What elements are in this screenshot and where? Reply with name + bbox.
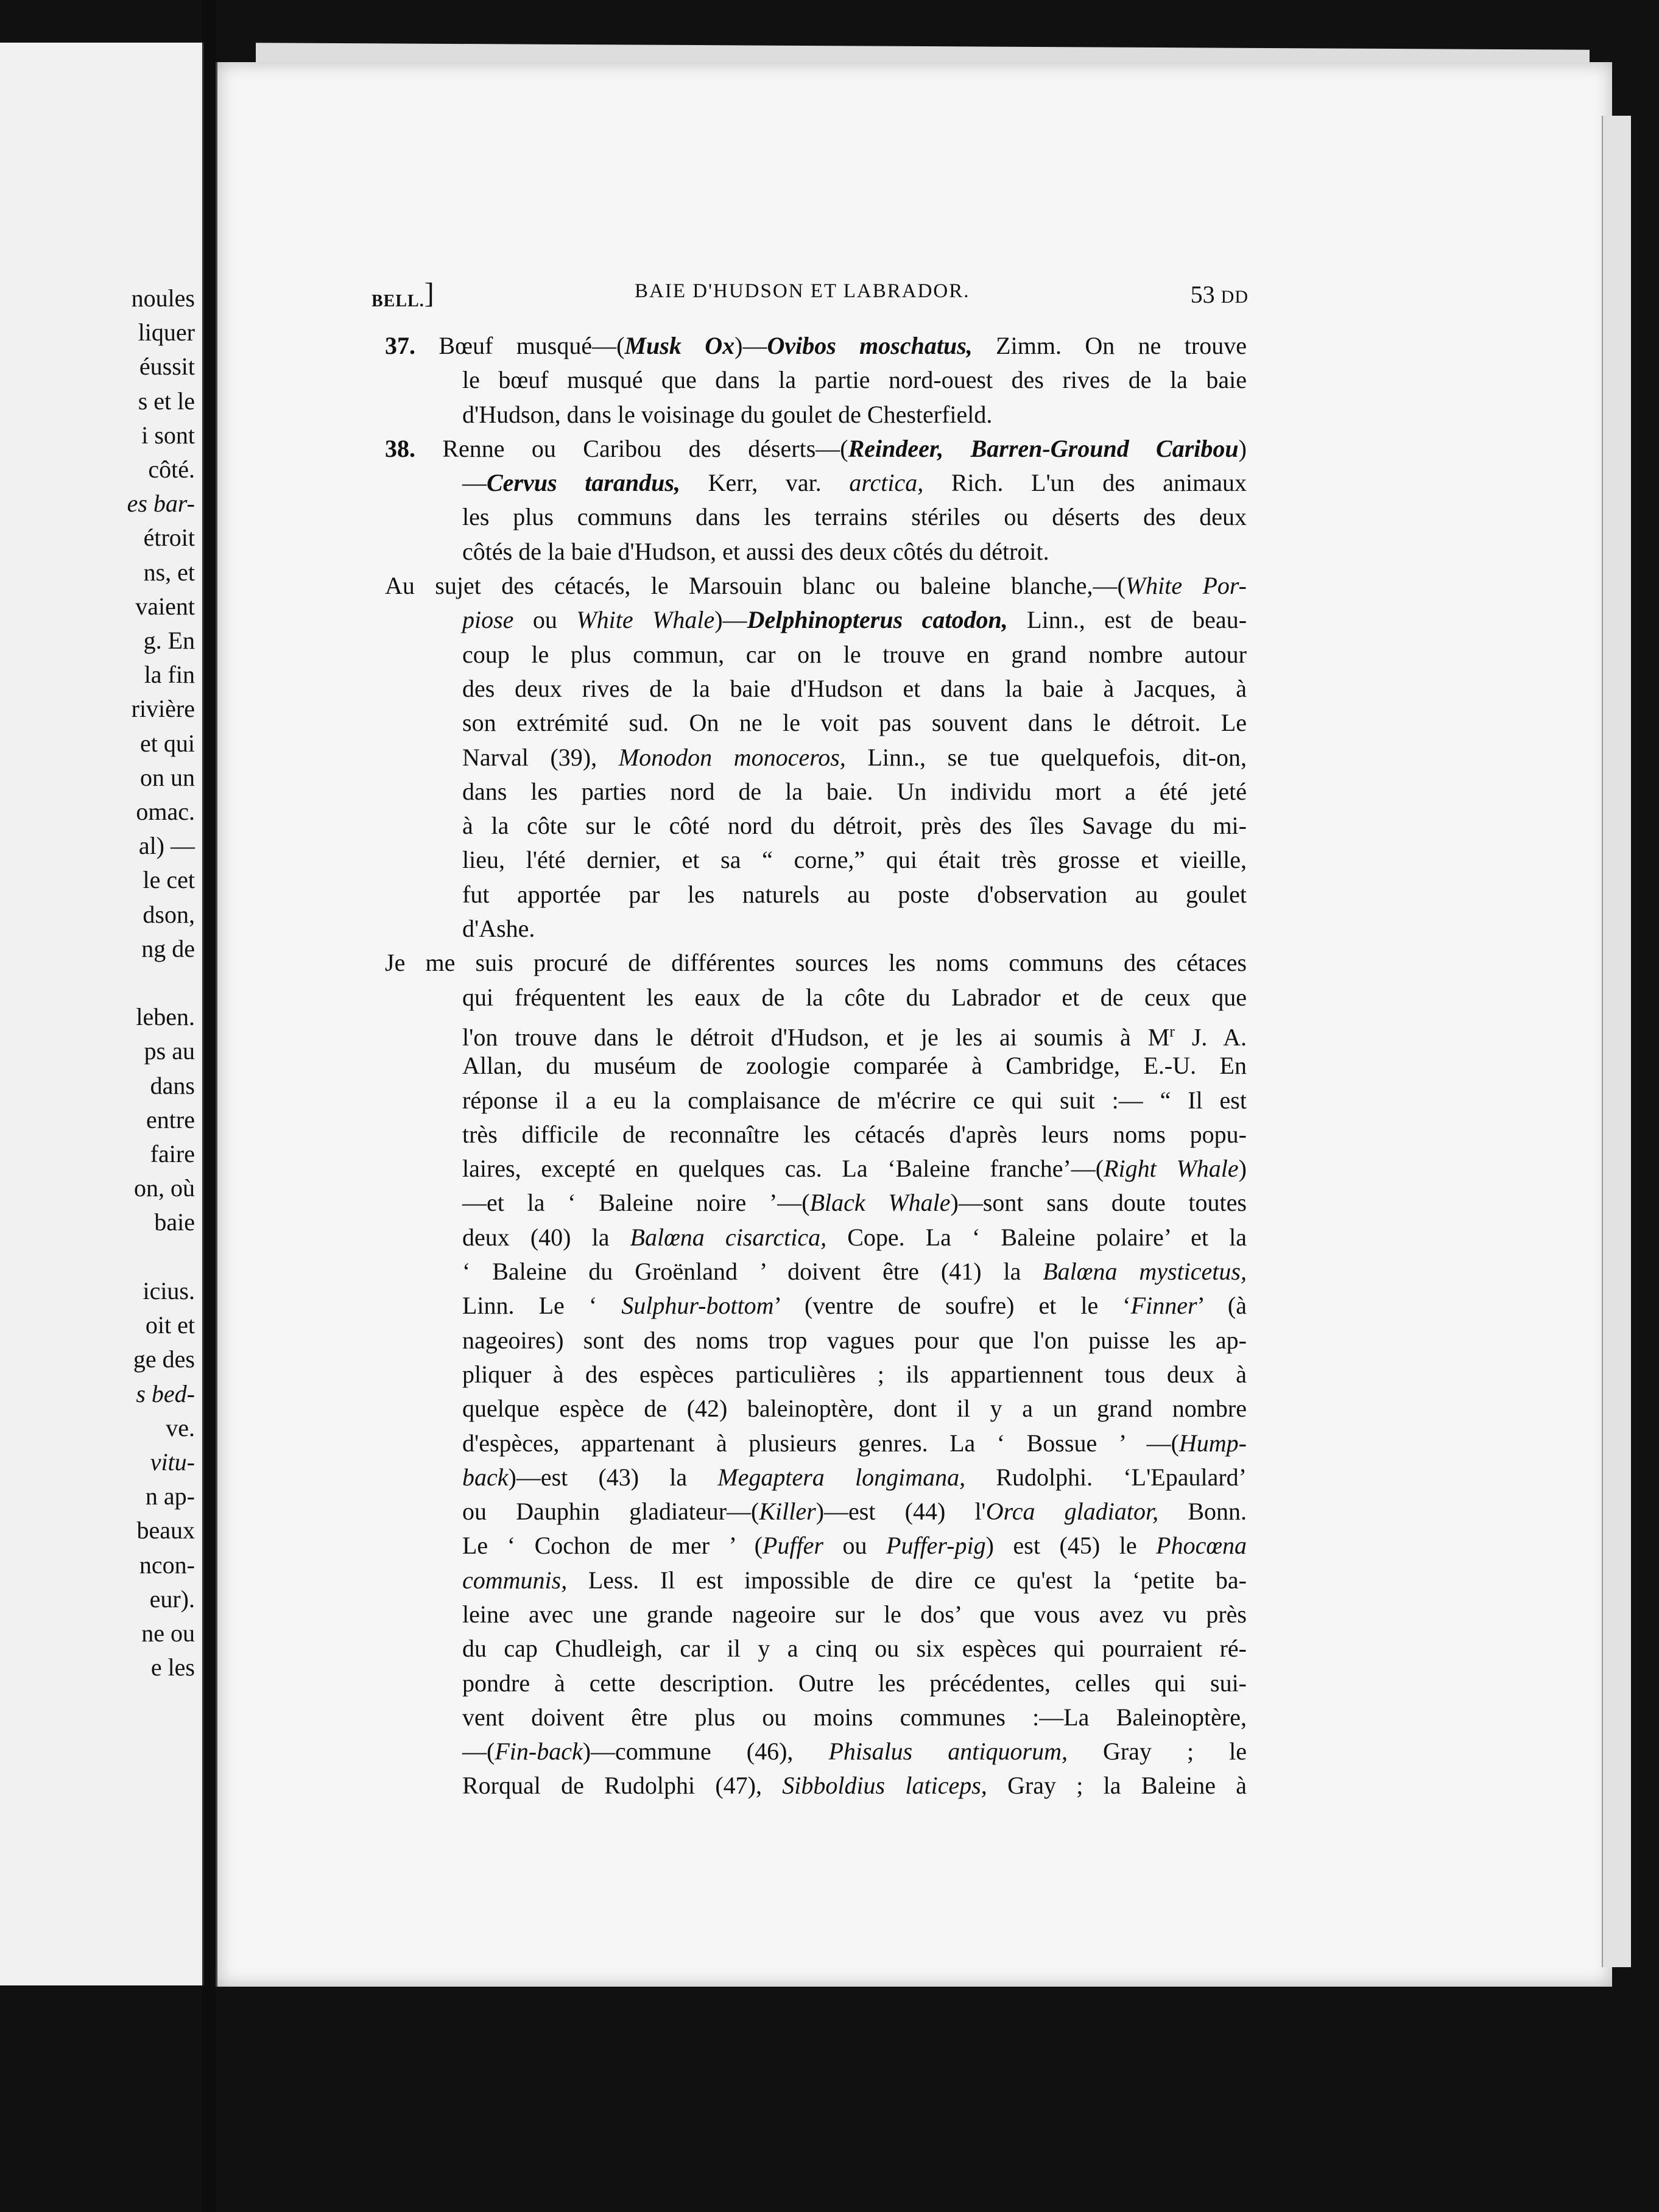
left-line: côté. — [148, 456, 195, 484]
left-line: noules — [131, 284, 195, 312]
text-line: son extrémité sud. On ne le voit pas souvent dans le détroit. Le — [462, 709, 1247, 737]
left-line: on, où — [134, 1174, 195, 1202]
left-line — [0, 966, 195, 1000]
text-line: lieu, l'été dernier, et sa “ corne,” qui était très grosse et vieille, — [462, 846, 1247, 874]
left-line: beaux — [136, 1516, 195, 1545]
text-line: côtés de la baie d'Hudson, et aussi des deux côtés du détroit. — [462, 537, 1049, 565]
text-line: d'Ashe. — [462, 915, 535, 943]
text-line: du cap Chudleigh, car il y a cinq ou six espèces qui pourraient ré- — [462, 1635, 1247, 1663]
header-author — [372, 277, 435, 314]
text-line: Narval (39), Monodon monoceros, Linn., se tue quelquefois, dit-on, — [462, 743, 1247, 771]
left-line: oit et — [145, 1311, 195, 1339]
text-line: —Cervus tarandus, Kerr, var. arctica, Rich. L'un des animaux — [462, 469, 1247, 497]
text-line: back)—est (43) la Megaptera longimana, Rudolphi. ‘L'Epaulard’ — [462, 1463, 1247, 1491]
page-body — [385, 329, 1247, 1803]
text-line: le bœuf musqué que dans la partie nord-ouest des rives de la baie — [462, 366, 1247, 394]
text-line: 38. Renne ou Caribou des déserts—(Reindeer, Barren-Ground Caribou) — [385, 434, 1247, 462]
left-line: et qui — [140, 729, 195, 757]
left-line: icius. — [143, 1277, 195, 1305]
left-line — [0, 1240, 195, 1274]
text-line: —(Fin-back)—commune (46), Phisalus antiquorum, Gray ; le — [462, 1738, 1247, 1766]
left-line: g. En — [143, 627, 195, 655]
left-line: eur). — [149, 1585, 195, 1613]
header-title: BAIE D'HUDSON ET LABRADOR. — [635, 280, 970, 302]
left-line: leben. — [136, 1003, 195, 1031]
text-line: vent doivent être plus ou moins communes :—La Baleinoptère, — [462, 1703, 1247, 1731]
left-line: omac. — [136, 798, 195, 826]
text-line: Allan, du muséum de zoologie comparée à Cambridge, E.-U. En — [462, 1052, 1247, 1080]
page-right-edge — [1602, 116, 1631, 1967]
left-line: dans — [150, 1071, 195, 1099]
running-header — [372, 277, 1249, 314]
left-line: vaient — [135, 592, 195, 620]
left-line: n ap- — [145, 1482, 195, 1510]
left-line: ns, et — [143, 558, 195, 586]
header-bracket: ] — [424, 277, 435, 309]
left-line: es bar- — [127, 490, 195, 518]
left-line: vitu- — [150, 1448, 195, 1476]
text-line: ou Dauphin gladiateur—(Killer)—est (44) l'Orca gladiator, Bonn. — [462, 1498, 1247, 1526]
left-line: i sont — [141, 421, 195, 449]
text-line: l'on trouve dans le détroit d'Hudson, et je les ai soumis à $M^r$ J. A. — [462, 1022, 1247, 1051]
text-line: réponse il a eu la complaisance de m'écrire ce qui suit :— “ Il est — [462, 1086, 1247, 1114]
text-line: les plus communs dans les terrains stériles ou déserts des deux — [462, 503, 1247, 531]
left-line: ne ou — [141, 1619, 195, 1647]
text-line: leine avec une grande nageoire sur le dos’ que vous avez vu près — [462, 1600, 1247, 1628]
text-line: Le ‘ Cochon de mer ’ (Puffer ou Puffer-pig) est (45) le Phocœna — [462, 1532, 1247, 1560]
left-line: liquer — [138, 319, 195, 347]
left-line: la fin — [144, 661, 195, 689]
page-number-value: 53 — [1190, 281, 1215, 308]
text-line: 37. Bœuf musqué—(Musk Ox)—Ovibos moschatus, Zimm. On ne trouve — [385, 332, 1247, 359]
text-line: Rorqual de Rudolphi (47), Sibboldius laticeps, Gray ; la Baleine à — [462, 1772, 1247, 1800]
left-line: baie — [154, 1208, 195, 1236]
text-line: Au sujet des cétacés, le Marsouin blanc ou baleine blanche,—(White Por- — [385, 572, 1247, 600]
text-line: communis, Less. Il est impossible de dire ce qu'est la ‘petite ba- — [462, 1566, 1247, 1594]
left-line: ng de — [141, 934, 195, 962]
left-line: éussit — [139, 353, 195, 381]
left-line: dson, — [143, 900, 195, 928]
text-line: ‘ Baleine du Groënland ’ doivent être (41) la Balœna mysticetus, — [462, 1258, 1247, 1286]
text-line: à la côte sur le côté nord du détroit, près des îles Savage du mi- — [462, 812, 1247, 840]
text-line: des deux rives de la baie d'Hudson et dans la baie à Jacques, à — [462, 674, 1247, 702]
text-line: Je me suis procuré de différentes sources les noms communs des cétaces — [385, 949, 1247, 977]
text-line: deux (40) la Balœna cisarctica, Cope. La ‘ Baleine polaire’ et la — [462, 1223, 1247, 1251]
left-page-fragment — [0, 43, 204, 1985]
left-line: faire — [150, 1140, 195, 1168]
header-author-text: BELL. — [372, 292, 424, 311]
page-gutter — [202, 0, 216, 2212]
text-line: qui fréquentent les eaux de la côte du Labrador et de ceux que — [462, 983, 1247, 1011]
text-line: —et la ‘ Baleine noire ’—(Black Whale)—sont sans doute toutes — [462, 1189, 1247, 1217]
left-line: ge des — [133, 1345, 195, 1373]
text-line: nageoires) sont des noms trop vagues pour que l'on puisse les ap- — [462, 1326, 1247, 1354]
text-line: Linn. Le ‘ Sulphur-bottom’ (ventre de soufre) et le ‘Finner’ (à — [462, 1292, 1247, 1320]
left-line: le cet — [143, 866, 195, 894]
left-line: rivière — [131, 695, 195, 723]
text-line: très difficile de reconnaître les cétacés d'après leurs noms popu- — [462, 1120, 1247, 1148]
page-number-suffix: DD — [1220, 287, 1249, 307]
text-line: d'Hudson, dans le voisinage du goulet de Chesterfield. — [462, 400, 993, 428]
text-line: dans les parties nord de la baie. Un individu mort a été jeté — [462, 777, 1247, 805]
text-line: d'espèces, appartenant à plusieurs genres. La ‘ Bossue ’ —(Hump- — [462, 1429, 1247, 1457]
text-line: fut apportée par les naturels au poste d'observation au goulet — [462, 880, 1247, 908]
left-line: entre — [146, 1105, 195, 1133]
left-line: ve. — [166, 1414, 195, 1442]
left-line: s bed- — [136, 1379, 195, 1407]
text-line: pliquer à des espèces particulières ; ils appartiennent tous deux à — [462, 1360, 1247, 1388]
text-line: pondre à cette description. Outre les précédentes, celles qui sui- — [462, 1669, 1247, 1697]
left-line: ps au — [144, 1037, 195, 1065]
left-line: al) — — [138, 832, 195, 860]
left-page-text — [0, 281, 195, 1685]
text-line: coup le plus commun, car on le trouve en grand nombre autour — [462, 640, 1247, 668]
left-line: on un — [140, 763, 195, 791]
text-line: laires, excepté en quelques cas. La ‘Baleine franche’—(Right Whale) — [462, 1155, 1247, 1183]
left-line: e les — [150, 1654, 195, 1682]
left-line: s et le — [138, 387, 195, 415]
left-line: ncon- — [139, 1551, 195, 1579]
left-line: étroit — [143, 524, 195, 552]
text-line: piose ou White Whale)—Delphinopterus catodon, Linn., est de beau- — [462, 606, 1247, 634]
text-line: quelque espèce de (42) baleinoptère, dont il y a un grand nombre — [462, 1395, 1247, 1423]
page-number — [1191, 280, 1249, 309]
